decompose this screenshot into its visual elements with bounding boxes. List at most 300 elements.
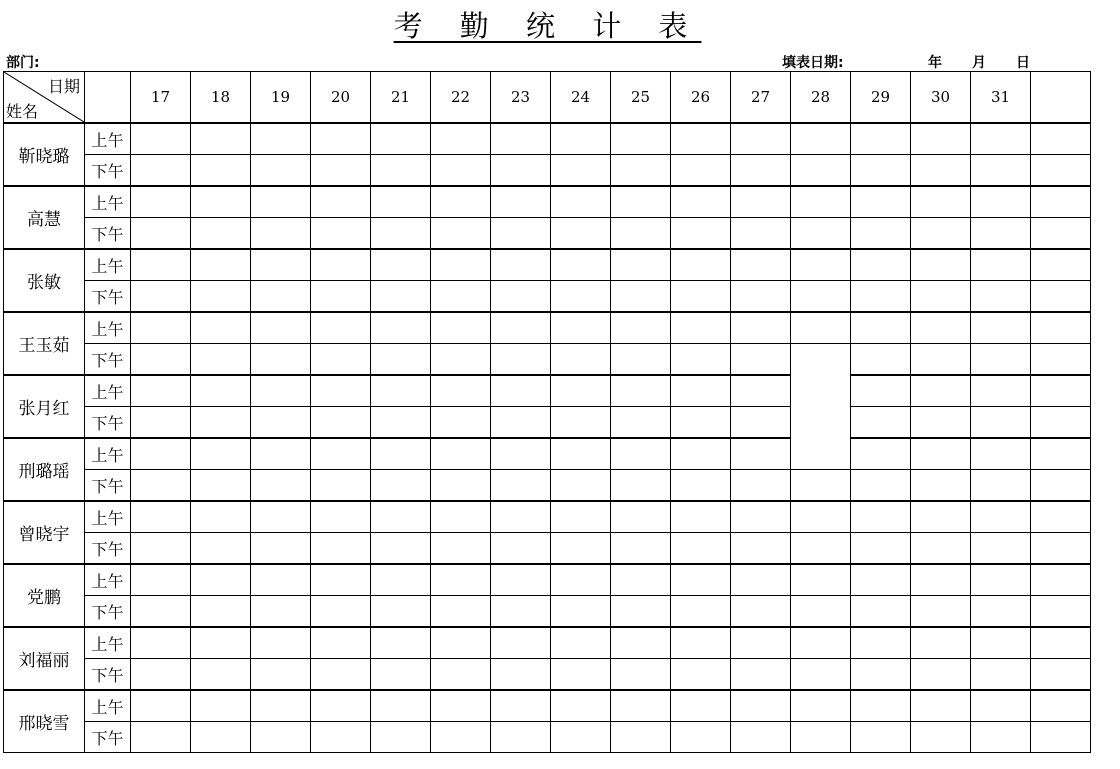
attendance-cell[interactable] bbox=[191, 186, 251, 218]
attendance-cell[interactable] bbox=[371, 218, 431, 250]
attendance-cell[interactable] bbox=[611, 123, 671, 155]
attendance-cell[interactable] bbox=[311, 438, 371, 470]
attendance-cell[interactable] bbox=[1031, 596, 1091, 628]
attendance-cell[interactable] bbox=[131, 627, 191, 659]
attendance-cell[interactable] bbox=[971, 438, 1031, 470]
attendance-cell[interactable] bbox=[611, 533, 671, 565]
attendance-cell[interactable] bbox=[611, 627, 671, 659]
attendance-cell[interactable] bbox=[971, 375, 1031, 407]
attendance-cell[interactable] bbox=[791, 690, 851, 722]
attendance-cell[interactable] bbox=[131, 722, 191, 753]
attendance-cell[interactable] bbox=[1031, 722, 1091, 753]
attendance-cell[interactable] bbox=[731, 344, 791, 376]
attendance-cell[interactable] bbox=[731, 533, 791, 565]
attendance-cell[interactable] bbox=[911, 564, 971, 596]
attendance-cell[interactable] bbox=[191, 312, 251, 344]
attendance-cell[interactable] bbox=[611, 722, 671, 753]
attendance-cell[interactable] bbox=[431, 123, 491, 155]
attendance-cell[interactable] bbox=[851, 438, 911, 470]
attendance-cell[interactable] bbox=[371, 438, 431, 470]
attendance-cell[interactable] bbox=[851, 281, 911, 313]
attendance-cell[interactable] bbox=[251, 627, 311, 659]
attendance-cell[interactable] bbox=[251, 344, 311, 376]
attendance-cell[interactable] bbox=[971, 470, 1031, 502]
attendance-cell[interactable] bbox=[851, 564, 911, 596]
attendance-cell[interactable] bbox=[851, 249, 911, 281]
attendance-cell[interactable] bbox=[371, 690, 431, 722]
attendance-cell[interactable] bbox=[851, 501, 911, 533]
attendance-cell[interactable] bbox=[431, 533, 491, 565]
attendance-cell[interactable] bbox=[431, 659, 491, 691]
attendance-cell[interactable] bbox=[491, 659, 551, 691]
attendance-cell[interactable] bbox=[551, 564, 611, 596]
attendance-cell[interactable] bbox=[251, 123, 311, 155]
attendance-cell[interactable] bbox=[911, 627, 971, 659]
attendance-cell[interactable] bbox=[371, 627, 431, 659]
attendance-cell[interactable] bbox=[1031, 218, 1091, 250]
attendance-cell[interactable] bbox=[251, 186, 311, 218]
attendance-cell[interactable] bbox=[131, 690, 191, 722]
attendance-cell[interactable] bbox=[671, 690, 731, 722]
attendance-cell[interactable] bbox=[251, 501, 311, 533]
attendance-cell[interactable] bbox=[251, 281, 311, 313]
attendance-cell[interactable] bbox=[731, 312, 791, 344]
attendance-cell[interactable] bbox=[851, 533, 911, 565]
attendance-cell[interactable] bbox=[191, 407, 251, 439]
attendance-cell[interactable] bbox=[671, 659, 731, 691]
attendance-cell[interactable] bbox=[671, 564, 731, 596]
attendance-cell[interactable] bbox=[671, 438, 731, 470]
attendance-cell[interactable] bbox=[191, 155, 251, 187]
attendance-cell[interactable] bbox=[731, 659, 791, 691]
attendance-cell[interactable] bbox=[551, 470, 611, 502]
attendance-cell[interactable] bbox=[191, 470, 251, 502]
attendance-cell[interactable] bbox=[311, 218, 371, 250]
attendance-cell[interactable] bbox=[671, 281, 731, 313]
attendance-cell[interactable] bbox=[131, 312, 191, 344]
attendance-cell[interactable] bbox=[791, 407, 851, 439]
attendance-cell[interactable] bbox=[131, 375, 191, 407]
attendance-cell[interactable] bbox=[671, 533, 731, 565]
attendance-cell[interactable] bbox=[851, 123, 911, 155]
attendance-cell[interactable] bbox=[371, 501, 431, 533]
attendance-cell[interactable] bbox=[491, 281, 551, 313]
attendance-cell[interactable] bbox=[671, 186, 731, 218]
attendance-cell[interactable] bbox=[431, 281, 491, 313]
attendance-cell[interactable] bbox=[971, 312, 1031, 344]
attendance-cell[interactable] bbox=[791, 564, 851, 596]
attendance-cell[interactable] bbox=[551, 596, 611, 628]
attendance-cell[interactable] bbox=[731, 155, 791, 187]
attendance-cell[interactable] bbox=[551, 186, 611, 218]
attendance-cell[interactable] bbox=[551, 722, 611, 753]
attendance-cell[interactable] bbox=[611, 407, 671, 439]
attendance-cell[interactable] bbox=[191, 218, 251, 250]
attendance-cell[interactable] bbox=[1031, 344, 1091, 376]
attendance-cell[interactable] bbox=[131, 344, 191, 376]
attendance-cell[interactable] bbox=[791, 533, 851, 565]
attendance-cell[interactable] bbox=[911, 186, 971, 218]
attendance-cell[interactable] bbox=[851, 312, 911, 344]
attendance-cell[interactable] bbox=[191, 249, 251, 281]
attendance-cell[interactable] bbox=[251, 690, 311, 722]
attendance-cell[interactable] bbox=[731, 407, 791, 439]
attendance-cell[interactable] bbox=[731, 596, 791, 628]
attendance-cell[interactable] bbox=[611, 186, 671, 218]
attendance-cell[interactable] bbox=[311, 312, 371, 344]
attendance-cell[interactable] bbox=[491, 470, 551, 502]
attendance-cell[interactable] bbox=[551, 690, 611, 722]
attendance-cell[interactable] bbox=[611, 690, 671, 722]
attendance-cell[interactable] bbox=[131, 407, 191, 439]
attendance-cell[interactable] bbox=[311, 501, 371, 533]
attendance-cell[interactable] bbox=[791, 312, 851, 344]
attendance-cell[interactable] bbox=[971, 123, 1031, 155]
attendance-cell[interactable] bbox=[911, 722, 971, 753]
attendance-cell[interactable] bbox=[131, 438, 191, 470]
attendance-cell[interactable] bbox=[311, 659, 371, 691]
attendance-cell[interactable] bbox=[731, 722, 791, 753]
attendance-cell[interactable] bbox=[671, 722, 731, 753]
attendance-cell[interactable] bbox=[251, 533, 311, 565]
attendance-cell[interactable] bbox=[251, 218, 311, 250]
attendance-cell[interactable] bbox=[671, 596, 731, 628]
attendance-cell[interactable] bbox=[791, 438, 851, 470]
attendance-cell[interactable] bbox=[431, 407, 491, 439]
attendance-cell[interactable] bbox=[731, 281, 791, 313]
attendance-cell[interactable] bbox=[791, 722, 851, 753]
attendance-cell[interactable] bbox=[491, 690, 551, 722]
attendance-cell[interactable] bbox=[251, 249, 311, 281]
attendance-cell[interactable] bbox=[971, 407, 1031, 439]
attendance-cell[interactable] bbox=[311, 722, 371, 753]
attendance-cell[interactable] bbox=[611, 438, 671, 470]
attendance-cell[interactable] bbox=[671, 344, 731, 376]
attendance-cell[interactable] bbox=[611, 344, 671, 376]
attendance-cell[interactable] bbox=[911, 312, 971, 344]
attendance-cell[interactable] bbox=[191, 564, 251, 596]
attendance-cell[interactable] bbox=[551, 501, 611, 533]
attendance-cell[interactable] bbox=[431, 564, 491, 596]
attendance-cell[interactable] bbox=[551, 627, 611, 659]
attendance-cell[interactable] bbox=[491, 533, 551, 565]
attendance-cell[interactable] bbox=[611, 218, 671, 250]
attendance-cell[interactable] bbox=[251, 596, 311, 628]
attendance-cell[interactable] bbox=[431, 627, 491, 659]
attendance-cell[interactable] bbox=[1031, 123, 1091, 155]
attendance-cell[interactable] bbox=[851, 596, 911, 628]
attendance-cell[interactable] bbox=[1031, 564, 1091, 596]
attendance-cell[interactable] bbox=[131, 596, 191, 628]
attendance-cell[interactable] bbox=[791, 281, 851, 313]
attendance-cell[interactable] bbox=[311, 690, 371, 722]
attendance-cell[interactable] bbox=[311, 407, 371, 439]
attendance-cell[interactable] bbox=[1031, 501, 1091, 533]
attendance-cell[interactable] bbox=[671, 470, 731, 502]
attendance-cell[interactable] bbox=[491, 186, 551, 218]
attendance-cell[interactable] bbox=[371, 123, 431, 155]
attendance-cell[interactable] bbox=[911, 218, 971, 250]
attendance-cell[interactable] bbox=[1031, 627, 1091, 659]
attendance-cell[interactable] bbox=[911, 249, 971, 281]
attendance-cell[interactable] bbox=[791, 344, 851, 376]
attendance-cell[interactable] bbox=[851, 186, 911, 218]
attendance-cell[interactable] bbox=[491, 249, 551, 281]
attendance-cell[interactable] bbox=[611, 281, 671, 313]
attendance-cell[interactable] bbox=[551, 249, 611, 281]
attendance-cell[interactable] bbox=[791, 186, 851, 218]
attendance-cell[interactable] bbox=[311, 281, 371, 313]
attendance-cell[interactable] bbox=[131, 249, 191, 281]
attendance-cell[interactable] bbox=[911, 375, 971, 407]
attendance-cell[interactable] bbox=[1031, 375, 1091, 407]
attendance-cell[interactable] bbox=[251, 470, 311, 502]
attendance-cell[interactable] bbox=[491, 344, 551, 376]
attendance-cell[interactable] bbox=[491, 722, 551, 753]
attendance-cell[interactable] bbox=[1031, 659, 1091, 691]
attendance-cell[interactable] bbox=[431, 722, 491, 753]
attendance-cell[interactable] bbox=[371, 564, 431, 596]
attendance-cell[interactable] bbox=[311, 249, 371, 281]
attendance-cell[interactable] bbox=[251, 155, 311, 187]
attendance-cell[interactable] bbox=[791, 218, 851, 250]
attendance-cell[interactable] bbox=[491, 155, 551, 187]
attendance-cell[interactable] bbox=[1031, 249, 1091, 281]
attendance-cell[interactable] bbox=[971, 722, 1031, 753]
attendance-cell[interactable] bbox=[911, 470, 971, 502]
attendance-cell[interactable] bbox=[671, 155, 731, 187]
attendance-cell[interactable] bbox=[131, 659, 191, 691]
attendance-cell[interactable] bbox=[671, 123, 731, 155]
attendance-cell[interactable] bbox=[791, 375, 851, 407]
attendance-cell[interactable] bbox=[971, 627, 1031, 659]
attendance-cell[interactable] bbox=[611, 659, 671, 691]
attendance-cell[interactable] bbox=[791, 501, 851, 533]
attendance-cell[interactable] bbox=[1031, 533, 1091, 565]
attendance-cell[interactable] bbox=[731, 690, 791, 722]
attendance-cell[interactable] bbox=[911, 501, 971, 533]
attendance-cell[interactable] bbox=[971, 249, 1031, 281]
attendance-cell[interactable] bbox=[311, 186, 371, 218]
attendance-cell[interactable] bbox=[251, 407, 311, 439]
attendance-cell[interactable] bbox=[311, 375, 371, 407]
attendance-cell[interactable] bbox=[911, 438, 971, 470]
attendance-cell[interactable] bbox=[431, 375, 491, 407]
attendance-cell[interactable] bbox=[371, 722, 431, 753]
attendance-cell[interactable] bbox=[911, 533, 971, 565]
attendance-cell[interactable] bbox=[191, 375, 251, 407]
attendance-cell[interactable] bbox=[131, 281, 191, 313]
attendance-cell[interactable] bbox=[971, 659, 1031, 691]
attendance-cell[interactable] bbox=[431, 312, 491, 344]
attendance-cell[interactable] bbox=[551, 155, 611, 187]
attendance-cell[interactable] bbox=[911, 407, 971, 439]
attendance-cell[interactable] bbox=[911, 596, 971, 628]
attendance-cell[interactable] bbox=[191, 722, 251, 753]
attendance-cell[interactable] bbox=[371, 155, 431, 187]
attendance-cell[interactable] bbox=[191, 690, 251, 722]
attendance-cell[interactable] bbox=[251, 659, 311, 691]
attendance-cell[interactable] bbox=[971, 533, 1031, 565]
attendance-cell[interactable] bbox=[491, 596, 551, 628]
attendance-cell[interactable] bbox=[431, 438, 491, 470]
attendance-cell[interactable] bbox=[371, 659, 431, 691]
attendance-cell[interactable] bbox=[551, 312, 611, 344]
attendance-cell[interactable] bbox=[491, 564, 551, 596]
attendance-cell[interactable] bbox=[251, 722, 311, 753]
attendance-cell[interactable] bbox=[671, 407, 731, 439]
attendance-cell[interactable] bbox=[131, 155, 191, 187]
attendance-cell[interactable] bbox=[491, 375, 551, 407]
attendance-cell[interactable] bbox=[551, 375, 611, 407]
attendance-cell[interactable] bbox=[911, 155, 971, 187]
attendance-cell[interactable] bbox=[131, 564, 191, 596]
attendance-cell[interactable] bbox=[971, 281, 1031, 313]
attendance-cell[interactable] bbox=[371, 186, 431, 218]
attendance-cell[interactable] bbox=[731, 564, 791, 596]
attendance-cell[interactable] bbox=[191, 438, 251, 470]
attendance-cell[interactable] bbox=[431, 501, 491, 533]
attendance-cell[interactable] bbox=[731, 218, 791, 250]
attendance-cell[interactable] bbox=[551, 533, 611, 565]
attendance-cell[interactable] bbox=[131, 186, 191, 218]
attendance-cell[interactable] bbox=[971, 155, 1031, 187]
attendance-cell[interactable] bbox=[251, 438, 311, 470]
attendance-cell[interactable] bbox=[611, 249, 671, 281]
attendance-cell[interactable] bbox=[551, 344, 611, 376]
attendance-cell[interactable] bbox=[131, 218, 191, 250]
attendance-cell[interactable] bbox=[311, 470, 371, 502]
attendance-cell[interactable] bbox=[1031, 690, 1091, 722]
attendance-cell[interactable] bbox=[311, 596, 371, 628]
attendance-cell[interactable] bbox=[1031, 407, 1091, 439]
attendance-cell[interactable] bbox=[791, 659, 851, 691]
attendance-cell[interactable] bbox=[851, 470, 911, 502]
attendance-cell[interactable] bbox=[431, 218, 491, 250]
attendance-cell[interactable] bbox=[251, 312, 311, 344]
attendance-cell[interactable] bbox=[371, 281, 431, 313]
attendance-cell[interactable] bbox=[671, 375, 731, 407]
attendance-cell[interactable] bbox=[671, 249, 731, 281]
attendance-cell[interactable] bbox=[251, 564, 311, 596]
attendance-cell[interactable] bbox=[731, 501, 791, 533]
attendance-cell[interactable] bbox=[371, 312, 431, 344]
attendance-cell[interactable] bbox=[1031, 155, 1091, 187]
attendance-cell[interactable] bbox=[431, 249, 491, 281]
attendance-cell[interactable] bbox=[851, 155, 911, 187]
attendance-cell[interactable] bbox=[311, 564, 371, 596]
attendance-cell[interactable] bbox=[431, 690, 491, 722]
attendance-cell[interactable] bbox=[911, 281, 971, 313]
attendance-cell[interactable] bbox=[611, 596, 671, 628]
attendance-cell[interactable] bbox=[791, 627, 851, 659]
attendance-cell[interactable] bbox=[371, 470, 431, 502]
attendance-cell[interactable] bbox=[431, 344, 491, 376]
attendance-cell[interactable] bbox=[191, 281, 251, 313]
attendance-cell[interactable] bbox=[131, 501, 191, 533]
attendance-cell[interactable] bbox=[791, 155, 851, 187]
attendance-cell[interactable] bbox=[551, 123, 611, 155]
attendance-cell[interactable] bbox=[371, 407, 431, 439]
attendance-cell[interactable] bbox=[491, 407, 551, 439]
attendance-cell[interactable] bbox=[911, 690, 971, 722]
attendance-cell[interactable] bbox=[971, 564, 1031, 596]
attendance-cell[interactable] bbox=[971, 344, 1031, 376]
attendance-cell[interactable] bbox=[851, 344, 911, 376]
attendance-cell[interactable] bbox=[491, 312, 551, 344]
attendance-cell[interactable] bbox=[191, 501, 251, 533]
attendance-cell[interactable] bbox=[491, 438, 551, 470]
attendance-cell[interactable] bbox=[911, 344, 971, 376]
attendance-cell[interactable] bbox=[851, 407, 911, 439]
attendance-cell[interactable] bbox=[731, 249, 791, 281]
attendance-cell[interactable] bbox=[131, 470, 191, 502]
attendance-cell[interactable] bbox=[671, 501, 731, 533]
attendance-cell[interactable] bbox=[251, 375, 311, 407]
attendance-cell[interactable] bbox=[311, 533, 371, 565]
attendance-cell[interactable] bbox=[491, 501, 551, 533]
attendance-cell[interactable] bbox=[911, 123, 971, 155]
attendance-cell[interactable] bbox=[971, 596, 1031, 628]
attendance-cell[interactable] bbox=[971, 186, 1031, 218]
attendance-cell[interactable] bbox=[191, 123, 251, 155]
attendance-cell[interactable] bbox=[731, 627, 791, 659]
attendance-cell[interactable] bbox=[191, 344, 251, 376]
attendance-cell[interactable] bbox=[971, 501, 1031, 533]
attendance-cell[interactable] bbox=[851, 218, 911, 250]
attendance-cell[interactable] bbox=[791, 123, 851, 155]
attendance-cell[interactable] bbox=[851, 690, 911, 722]
attendance-cell[interactable] bbox=[191, 533, 251, 565]
attendance-cell[interactable] bbox=[1031, 281, 1091, 313]
attendance-cell[interactable] bbox=[551, 438, 611, 470]
attendance-cell[interactable] bbox=[551, 407, 611, 439]
attendance-cell[interactable] bbox=[611, 501, 671, 533]
attendance-cell[interactable] bbox=[311, 155, 371, 187]
attendance-cell[interactable] bbox=[551, 659, 611, 691]
attendance-cell[interactable] bbox=[371, 249, 431, 281]
attendance-cell[interactable] bbox=[851, 722, 911, 753]
attendance-cell[interactable] bbox=[971, 690, 1031, 722]
attendance-cell[interactable] bbox=[371, 375, 431, 407]
attendance-cell[interactable] bbox=[491, 123, 551, 155]
attendance-cell[interactable] bbox=[611, 155, 671, 187]
attendance-cell[interactable] bbox=[371, 344, 431, 376]
attendance-cell[interactable] bbox=[611, 470, 671, 502]
attendance-cell[interactable] bbox=[611, 375, 671, 407]
attendance-cell[interactable] bbox=[671, 312, 731, 344]
attendance-cell[interactable] bbox=[791, 596, 851, 628]
attendance-cell[interactable] bbox=[551, 281, 611, 313]
attendance-cell[interactable] bbox=[131, 123, 191, 155]
attendance-cell[interactable] bbox=[791, 470, 851, 502]
attendance-cell[interactable] bbox=[731, 186, 791, 218]
attendance-cell[interactable] bbox=[731, 438, 791, 470]
attendance-cell[interactable] bbox=[1031, 186, 1091, 218]
attendance-cell[interactable] bbox=[731, 375, 791, 407]
attendance-cell[interactable] bbox=[611, 312, 671, 344]
attendance-cell[interactable] bbox=[311, 123, 371, 155]
attendance-cell[interactable] bbox=[851, 375, 911, 407]
attendance-cell[interactable] bbox=[791, 249, 851, 281]
attendance-cell[interactable] bbox=[611, 564, 671, 596]
attendance-cell[interactable] bbox=[971, 218, 1031, 250]
attendance-cell[interactable] bbox=[431, 155, 491, 187]
attendance-cell[interactable] bbox=[311, 344, 371, 376]
attendance-cell[interactable] bbox=[851, 659, 911, 691]
attendance-cell[interactable] bbox=[431, 596, 491, 628]
attendance-cell[interactable] bbox=[671, 627, 731, 659]
